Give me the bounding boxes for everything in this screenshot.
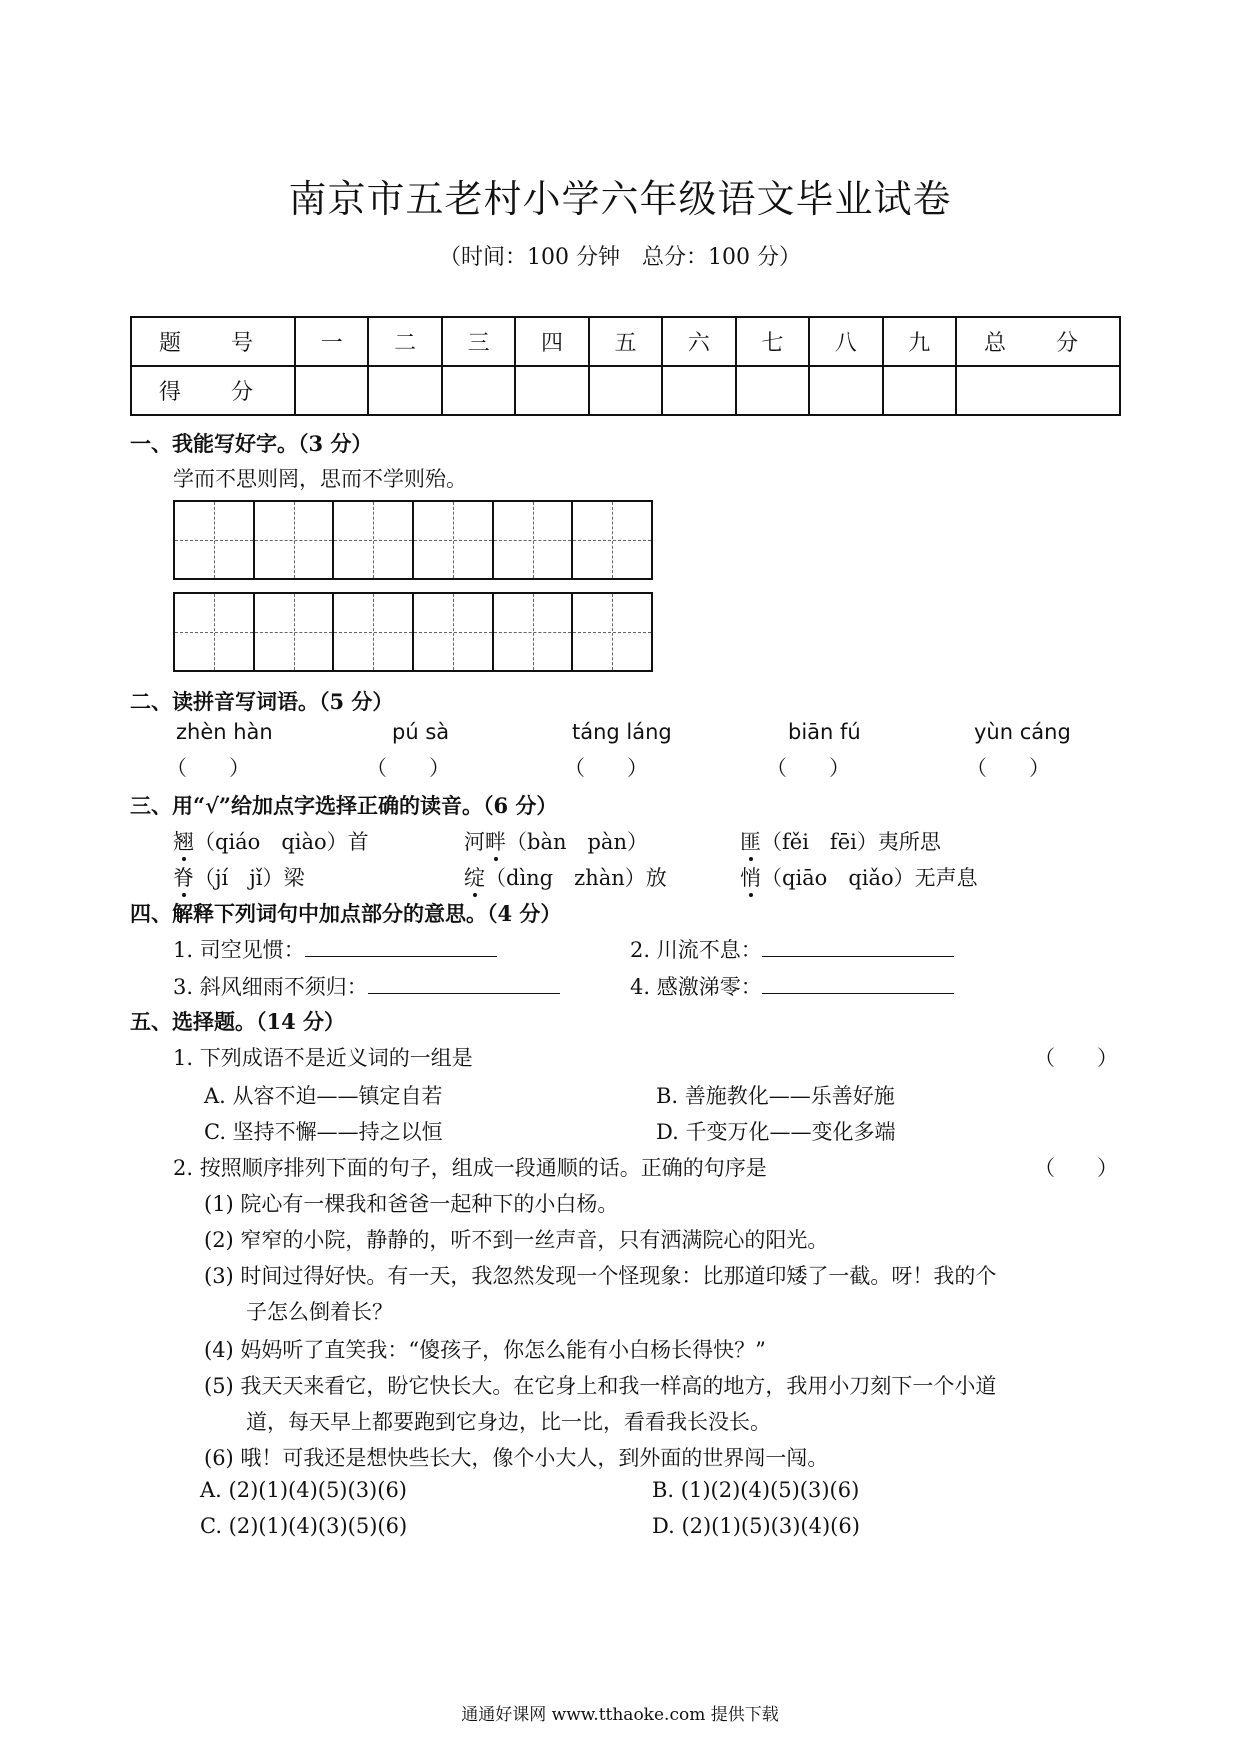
section-3-heading: 三、用“√”给加点字选择正确的读音。（6 分） — [130, 793, 558, 818]
score-cell[interactable] — [662, 366, 735, 415]
header-label: 题 号 — [131, 317, 295, 366]
footer-text: 通通好课网 www.tthaoke.com 提供下载 — [461, 1705, 779, 1725]
page-title: 南京市五老村小学六年级语文毕业试卷 — [288, 177, 952, 221]
col-6: 六 — [662, 317, 735, 366]
section-5-heading: 五、选择题。（14 分） — [130, 1009, 346, 1034]
reading-item-4[interactable]: 脊（jí jǐ）梁 — [173, 866, 305, 890]
explain-item-2: 2. 川流不息： — [630, 934, 954, 964]
sentence-3-cont: 子怎么倒着长？ — [246, 1300, 393, 1324]
q1-option-a[interactable]: A. 从容不迫——镇定自若 — [204, 1084, 443, 1108]
row-label: 得 分 — [131, 366, 295, 415]
answer-paren-1[interactable]: （ ） — [166, 756, 250, 780]
sentence-2: (2) 窄窄的小院，静静的，听不到一丝声音，只有洒满院心的阳光。 — [204, 1228, 829, 1252]
col-7: 七 — [736, 317, 809, 366]
answer-paren-2[interactable]: （ ） — [366, 756, 450, 780]
reading-item-3[interactable]: 匪（fěi fēi）夷所思 — [740, 830, 941, 854]
answer-paren-4[interactable]: （ ） — [766, 756, 850, 780]
score-cell[interactable] — [515, 366, 588, 415]
pinyin-1: zhèn hàn — [176, 720, 273, 744]
q1-option-d[interactable]: D. 千变万化——变化多端 — [656, 1120, 896, 1144]
q2-option-a[interactable]: A. (2)(1)(4)(5)(3)(6) — [200, 1478, 407, 1502]
writing-grid-2[interactable] — [173, 592, 653, 672]
q1-option-b[interactable]: B. 善施教化——乐善好施 — [656, 1084, 895, 1108]
answer-blank[interactable] — [368, 993, 560, 994]
explain-item-4: 4. 感激涕零： — [630, 971, 954, 1001]
score-table — [130, 316, 1121, 416]
score-cell[interactable] — [736, 366, 809, 415]
q1-option-c[interactable]: C. 坚持不懈——持之以恒 — [204, 1120, 443, 1144]
total-label: 总 分 — [956, 317, 1120, 366]
section-2-heading: 二、读拼音写词语。（5 分） — [130, 689, 394, 714]
pinyin-5: yùn cáng — [974, 720, 1071, 744]
score-table-header-row — [131, 317, 1120, 366]
section-1-sentence: 学而不思则罔，思而不学则殆。 — [173, 467, 467, 491]
question-2-bracket[interactable]: （ ） — [1034, 1156, 1118, 1180]
answer-paren-5[interactable]: （ ） — [966, 756, 1050, 780]
q2-option-c[interactable]: C. (2)(1)(4)(3)(5)(6) — [200, 1514, 408, 1538]
q2-option-b[interactable]: B. (1)(2)(4)(5)(3)(6) — [652, 1478, 860, 1502]
score-cell[interactable] — [368, 366, 441, 415]
score-cell-total[interactable] — [956, 366, 1120, 415]
answer-paren-3[interactable]: （ ） — [564, 756, 648, 780]
exam-info: （时间：100 分钟 总分：100 分） — [439, 245, 801, 270]
score-table-score-row — [131, 366, 1120, 415]
question-1-bracket[interactable]: （ ） — [1034, 1046, 1118, 1070]
score-cell[interactable] — [589, 366, 662, 415]
score-cell[interactable] — [883, 366, 957, 415]
question-1-stem: 1. 下列成语不是近义词的一组是 — [173, 1046, 473, 1070]
col-2: 二 — [368, 317, 441, 366]
explain-item-3: 3. 斜风细雨不须归： — [173, 971, 560, 1001]
reading-item-5[interactable]: 绽（dìng zhàn）放 — [464, 866, 667, 890]
question-2-stem: 2. 按照顺序排列下面的句子，组成一段通顺的话。正确的句序是 — [173, 1156, 767, 1180]
answer-blank[interactable] — [305, 956, 497, 957]
pinyin-4: biān fú — [788, 720, 861, 744]
reading-item-1[interactable]: 翘（qiáo qiào）首 — [173, 830, 369, 854]
answer-blank[interactable] — [762, 956, 954, 957]
sentence-6: (6) 哦！可我还是想快些长大，像个小大人，到外面的世界闯一闯。 — [204, 1446, 829, 1470]
section-4-heading: 四、解释下列词句中加点部分的意思。（4 分） — [130, 901, 562, 926]
col-5: 五 — [589, 317, 662, 366]
explain-item-1: 1. 司空见惯： — [173, 934, 497, 964]
score-cell[interactable] — [809, 366, 882, 415]
sentence-3: (3) 时间过得好快。有一天，我忽然发现一个怪现象：比那道印矮了一截。呀！我的个 — [204, 1264, 997, 1288]
sentence-5-cont: 道，每天早上都要跑到它身边，比一比，看看我长没长。 — [246, 1410, 771, 1434]
col-8: 八 — [809, 317, 882, 366]
pinyin-2: pú sà — [392, 720, 450, 744]
reading-item-2[interactable]: 河畔（bàn pàn） — [464, 830, 648, 854]
sentence-5: (5) 我天天来看它，盼它快长大。在它身上和我一样高的地方，我用小刀刻下一个小道 — [204, 1374, 997, 1398]
score-cell[interactable] — [295, 366, 368, 415]
col-1: 一 — [295, 317, 368, 366]
pinyin-3: táng láng — [572, 720, 672, 744]
reading-item-6[interactable]: 悄（qiāo qiǎo）无声息 — [740, 866, 978, 890]
answer-blank[interactable] — [762, 993, 954, 994]
score-cell[interactable] — [442, 366, 515, 415]
col-4: 四 — [515, 317, 588, 366]
col-3: 三 — [442, 317, 515, 366]
sentence-1: (1) 院心有一棵我和爸爸一起种下的小白杨。 — [204, 1192, 619, 1216]
sentence-4: (4) 妈妈听了直笑我：“傻孩子，你怎么能有小白杨长得快？” — [204, 1338, 766, 1362]
q2-option-d[interactable]: D. (2)(1)(5)(3)(4)(6) — [652, 1514, 860, 1538]
section-1-heading: 一、我能写好字。（3 分） — [130, 431, 373, 456]
col-9: 九 — [883, 317, 957, 366]
writing-grid-1[interactable] — [173, 500, 653, 580]
